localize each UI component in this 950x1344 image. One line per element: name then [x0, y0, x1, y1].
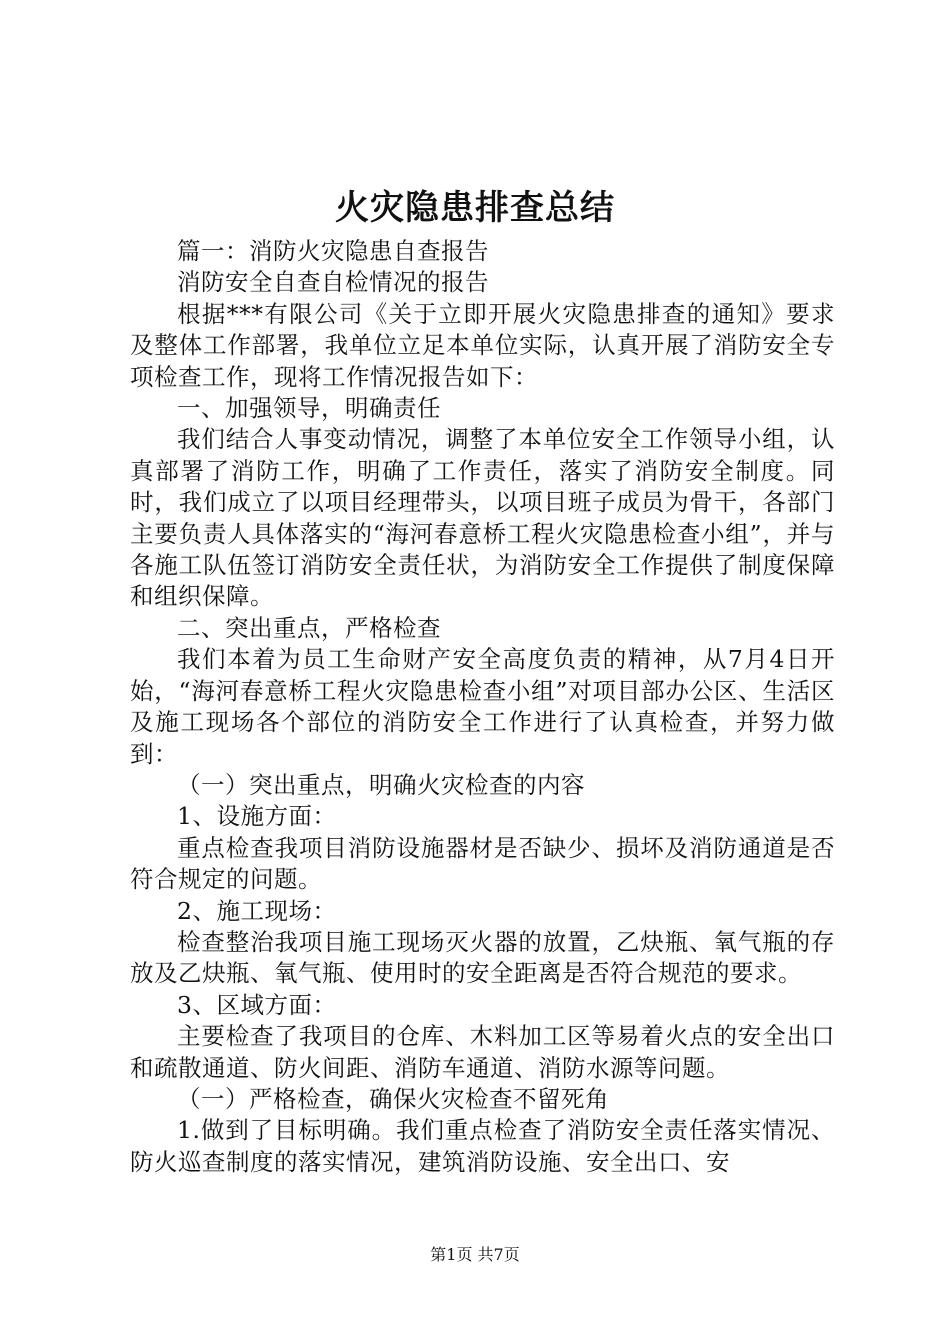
item-heading: 1、设施方面：	[177, 802, 337, 831]
paragraph: 根据***有限公司《关于立即开展火灾隐患排查的通知》要求及整体工作部署，我单位立足本单位实际，认真开展了消防安全专项检查工作，现将工作情况报告如下：	[130, 299, 835, 391]
paragraph: 重点检查我项目消防设施器材是否缺少、损坏及消防通道是否符合规定的问题。	[130, 833, 835, 894]
subsection-heading: （一）严格检查，确保火灾检查不留死角	[177, 1084, 609, 1113]
section-heading: 二、突出重点，严格检查	[177, 613, 441, 642]
paragraph: 1.做到了目标明确。我们重点检查了消防安全责任落实情况、防火巡查制度的落实情况，建筑消防设施、安全出口、安	[130, 1116, 835, 1176]
section-heading: 一、加强领导，明确责任	[177, 394, 441, 423]
paragraph: 消防安全自查自检情况的报告	[177, 268, 489, 297]
paragraph: 主要检查了我项目的仓库、木料加工区等易着火点的安全出口和疏散通道、防火间距、消防车通道、消防水源等问题。	[130, 1022, 835, 1082]
paragraph: 篇一：消防火灾隐患自查报告	[177, 237, 489, 265]
paragraph: 我们结合人事变动情况，调整了本单位安全工作领导小组，认真部署了消防工作，明确了工作责任，落实了消防安全制度。同时，我们成立了以项目经理带头，以项目班子成员为骨干，各部门主要负责人具体落实的“海河春意桥工程火灾隐患检查小组”，并与各施工队伍签订消防安全责任状，为消防安全工作提供了制度保障和组织保障。	[130, 425, 835, 611]
paragraph: 检查整治我项目施工现场灭火器的放置，乙炔瓶、氧气瓶的存放及乙炔瓶、氧气瓶、使用时的安全距离是否符合规范的要求。	[130, 927, 835, 988]
subsection-heading: （一）突出重点，明确火灾检查的内容	[177, 770, 585, 799]
paragraph: 我们本着为员工生命财产安全高度负责的精神，从7月4日开始，“海河春意桥工程火灾隐患检查小组”对项目部办公区、生活区及施工现场各个部位的消防安全工作进行了认真检查，并努力做到：	[130, 645, 835, 768]
document-title: 火灾隐患排查总结	[335, 188, 615, 228]
page-footer: 第1页 共7页	[430, 1245, 520, 1264]
item-heading: 3、区域方面：	[177, 990, 337, 1019]
document-body	[130, 236, 835, 1178]
item-heading: 2、施工现场：	[177, 896, 337, 925]
